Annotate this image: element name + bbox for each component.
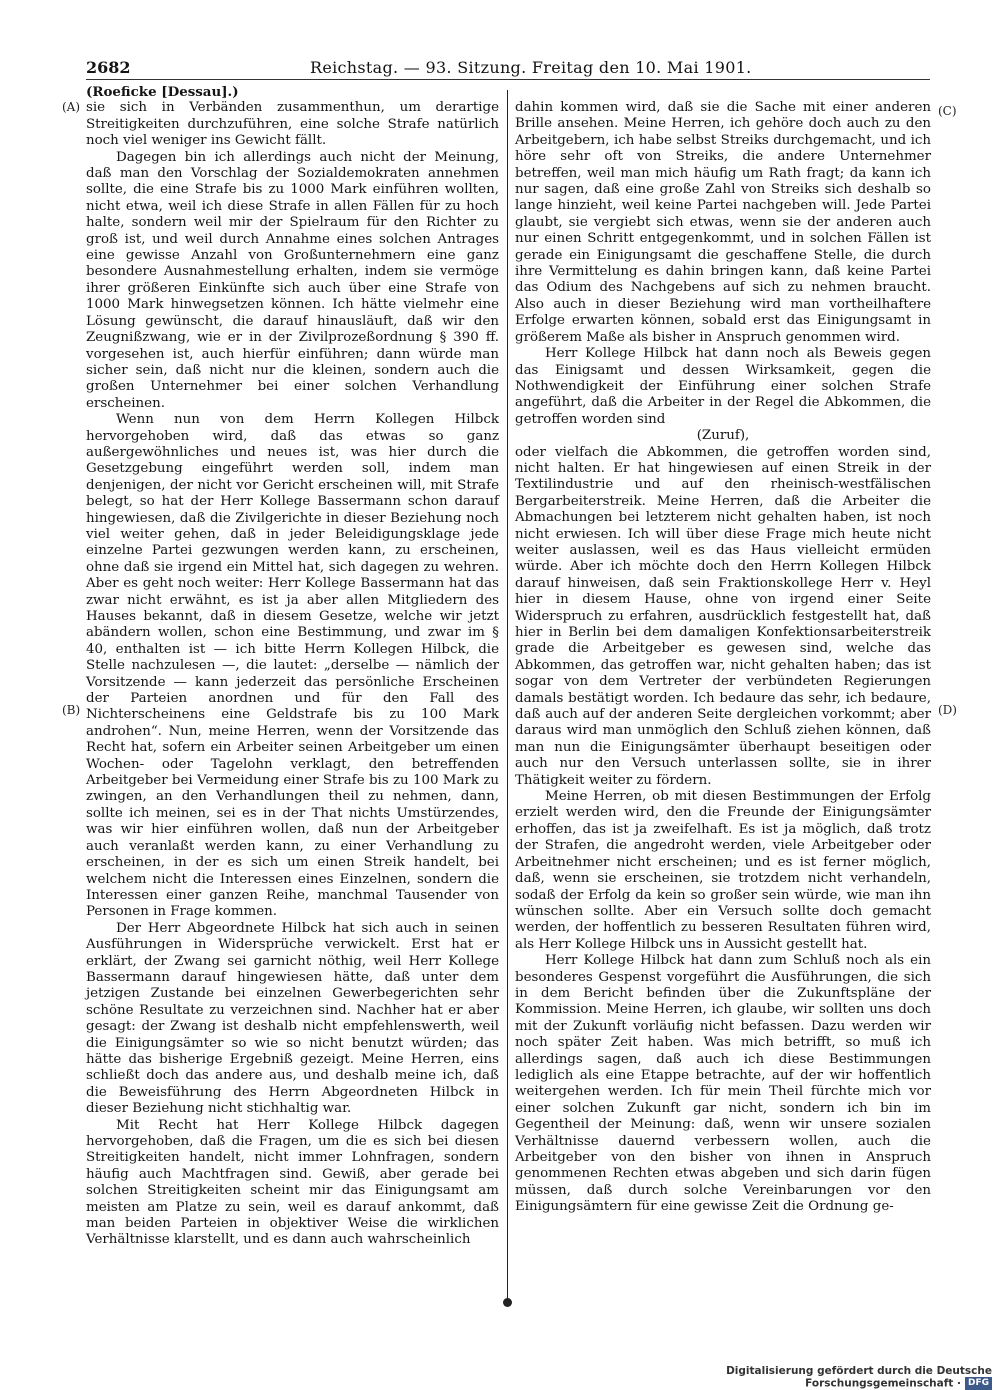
margin-mark-b: (B)	[62, 703, 81, 717]
speaker-attribution: (Roeficke [Dessau].)	[86, 84, 239, 100]
paragraph: Dagegen bin ich allerdings auch nicht der Meinung, daß man den Vorschlag der Sozialdemokraten annehmen sollte, die eine Strafe bis zu 1000 Mark einführen wollten, nicht etwa, weil ich diese Strafe in allen Fällen für zu hoch halte, sondern weil mir der Spielraum für den Richter zu groß ist, und weil durch Annahme eines solchen Antrages eine gewisse Anzahl von Großunternehmern eine ganz besondere Ausnahmestellung erhalten, indem sie vermöge ihrer größeren Einkünfte sich auch über eine Strafe von 1000 Mark hinwegsetzen können. Ich hätte vielmehr eine Lösung gewünscht, die darauf hinausläuft, daß wir den Zeugnißzwang, wie er in der Zivilprozeßordnung § 390 ff. vorgesehen ist, auch hierfür einführen; dann würde man sicher sein, daß nicht nur die kleinen, sondern auch die großen Unternehmer bei einer solchen Verhandlung erscheinen.	[86, 149, 499, 411]
header-rule	[86, 79, 930, 80]
dfg-logo: DFG	[965, 1377, 992, 1390]
paragraph: Mit Recht hat Herr Kollege Hilbck dagegen hervorgehoben, daß die Fragen, um die es sich bei diesen Streitigkeiten handelt, nicht immer Lohnfragen, sondern häufig auch Machtfragen sind. Gewiß, aber gerade bei solchen Streitigkeiten scheint mir das Einigungsamt am meisten am Platze zu sein, weil es darauf ankommt, daß man beiden Parteien in objektiver Weise die wirklichen Verhältnisse klarstellt, und es dann auch wahrscheinlich	[86, 1117, 499, 1248]
paragraph: Der Herr Abgeordnete Hilbck hat sich auch in seinen Ausführungen in Widersprüche verwickelt. Erst hat er erklärt, der Zwang sei garnicht nöthig, weil Herr Kollege Bassermann darauf hingewiesen hätte, daß unter dem jetzigen Zustande bei einzelnen Gewerbegerichten sehr schöne Resultate zu verzeichnen sind. Nachher hat er aber gesagt: der Zwang ist deshalb nicht empfehlenswerth, weil die Einigungsämter so wie so nicht benutzt würden; das hätte das bisherige Ergebniß gezeigt. Meine Herren, eins schließt doch das andere aus, und deshalb meine ich, daß die Beweisführung des Herrn Abgeordneten Hilbck in dieser Beziehung nicht stichhaltig war.	[86, 920, 499, 1117]
digitization-credit	[612, 1365, 992, 1390]
credit-text: Digitalisierung gefördert durch die Deutsche Forschungsgemeinschaft ·	[726, 1365, 992, 1390]
right-column	[515, 100, 931, 1216]
paragraph: Wenn nun von dem Herrn Kollegen Hilbck hervorgehoben wird, daß das etwas so ganz außergewöhnliches und neues ist, was hier durch die Gesetzgebung eingeführt werden soll, indem man denjenigen, der nicht vor Gericht erscheinen will, mit Strafe belegt, so hat der Herr Kollege Bassermann schon darauf hingewiesen, daß die Zivilgerichte in dieser Beziehung noch viel weiter gehen, daß in jeder Beleidigungsklage jede einzelne Partei gezwungen werden kann, zu erscheinen, ohne daß sie irgend ein Mittel hat, sich dagegen zu wehren. Aber es geht noch weiter: Herr Kollege Bassermann hat das zwar nicht erwähnt, es ist ja aber allen Mitgliedern des Hauses bekannt, daß in diesem Gesetze, welche wir jetzt abändern wollen, schon eine Bestimmung, und zwar im § 40, enthalten ist — ich bitte Herrn Kollegen Hilbck, die Stelle nachzulesen —, die lautet: „derselbe — nämlich der Vorsitzende — kann jederzeit das persönliche Erscheinen der Parteien anordnen und für den Fall des Nichterscheinens eine Geldstrafe bis zu 100 Mark androhen“. Nun, meine Herren, wenn der Vorsitzende das Recht hat, sofern ein Arbeiter seinen Arbeitgeber um einen Wochen- oder Tagelohn verklagt, den betreffenden Arbeitgeber bei Vermeidung einer Strafe bis zu 100 Mark zu zwingen, an den Verhandlungen theil zu nehmen, dann, sollte ich meinen, sei es in der That nichts Umstürzendes, was wir hier einführen wollen, daß nun der Arbeitgeber auch veranlaßt werden kann, zu einer Verhandlung zu erscheinen, in der es sich um einen Streik handelt, bei welchem nicht die Interessen eines Einzelnen, sondern die Interessen einer ganzen Reihe, manchmal Tausender von Personen in Frage kommen.	[86, 412, 499, 920]
page-number: 2682	[86, 58, 131, 77]
running-title: Reichstag. — 93. Sitzung. Freitag den 10. Mai 1901.	[310, 58, 752, 77]
paragraph: oder vielfach die Abkommen, die getroffen worden sind, nicht halten. Er hat hingewiesen auf einen Streik in der Textilindustrie und auf den rheinisch-westfälischen Bergarbeiterstreik. Meine Herren, daß die Arbeiter die Abmachungen bei letzterem nicht gehalten haben, ist noch nicht erwiesen. Ich will über diese Frage mich heute nicht weiter auslassen, weil es das Haus vielleicht ermüden würde. Aber ich möchte doch den Herrn Kollegen Hilbck darauf hinweisen, daß sein Fraktionskollege Herr v. Heyl hier in diesem Hause, ohne von irgend einer Seite Widerspruch zu erfahren, ausdrücklich festgestellt hat, daß hier in Berlin bei dem damaligen Konfektionsarbeiterstreik grade die Arbeitgeber es gewesen sind, welche das Abkommen, das getroffen war, nicht gehalten haben; das ist sogar von dem Vertreter der verbündeten Regierungen damals bestätigt worden. Ich bedaure das sehr, ich bedaure, daß auch auf der anderen Seite dergleichen vorkommt; aber daraus wird man unmöglich den Schluß ziehen können, daß man nun die Einigungsämter überhaupt beseitigen oder auch nur den Versuch unterlassen sollte, sie in ihrer Thätigkeit weiter zu fördern.	[515, 444, 931, 788]
paragraph: Herr Kollege Hilbck hat dann noch als Beweis gegen das Einigsamt und dessen Wirksamkeit, gegen die Nothwendigkeit der Einführung einer solchen Strafe angeführt, daß die Arbeiter in der Regel die Abkommen, die getroffen worden sind	[515, 346, 931, 427]
interjection: (Zuruf),	[696, 428, 750, 444]
column-divider-ornament	[503, 1298, 512, 1307]
paragraph: Herr Kollege Hilbck hat dann zum Schluß noch als ein besonderes Gespenst vorgeführt die Ausführungen, die sich in dem Bericht befinden über die Zukunftspläne der Kommission. Meine Herren, ich glaube, wir sollten uns doch mit der Zukunft vorläufig nicht befassen. Dazu werden wir noch später Zeit haben. Was mich betrifft, so muß ich allerdings sagen, daß auch ich diese Bestimmungen lediglich als eine Etappe betrachte, auf der wir hoffentlich weitergehen werden. Ich für mein Theil fürchte mich vor einer solchen Zukunft gar nicht, sondern ich bin im Gegentheil der Meinung: daß, wenn wir unsere sozialen Verhältnisse dauernd verbessern wollen, auch die Arbeitgeber von den bisher von ihnen in Anspruch genommenen Rechten etwas abgeben und sich darin fügen müssen, daß durch solche Vereinbarungen vor den Einigungsämtern für eine gewisse Zeit die Ordnung ge-	[515, 953, 931, 1215]
left-column	[86, 84, 499, 1249]
margin-mark-a: (A)	[62, 100, 81, 114]
paragraph: Meine Herren, ob mit diesen Bestimmungen der Erfolg erzielt werden wird, den die Freunde der Einigungsämter erhoffen, das ist ja zweifelhaft. Es ist ja möglich, daß trotz der Strafen, die angedroht werden, viele Arbeitgeber oder Arbeitnehmer nicht erscheinen; und es ist ferner möglich, daß, wenn sie erscheinen, sie trotzdem nicht verhandeln, sodaß der Erfolg da kein so großer sein würde, wie man ihn wünschen sollte. Aber ein Versuch sollte doch gemacht werden, der hoffentlich zu besseren Resultaten führen wird, als Herr Kollege Hilbck uns in Aussicht gestellt hat.	[515, 789, 931, 952]
paragraph: sie sich in Verbänden zusammenthun, um derartige Streitigkeiten durchzuführen, eine solche Strafe natürlich noch viel weniger ins Gewicht fällt.	[86, 100, 499, 149]
column-divider	[507, 90, 508, 1302]
margin-mark-d: (D)	[938, 703, 957, 717]
margin-mark-c: (C)	[938, 104, 957, 118]
paragraph: dahin kommen wird, daß sie die Sache mit einer anderen Brille ansehen. Meine Herren, ich gehöre doch auch zu den Arbeitgebern, ich habe selbst Streiks durchgemacht, und ich höre sehr oft von Streiks, die andere Unternehmer betreffen, weil man mich häufig um Rath fragt; da kann ich nur sagen, daß eine große Zahl von Streiks sich deshalb so lange hinzieht, weil keine Partei nachgeben will. Jede Partei glaubt, sie vergiebt sich etwas, wenn sie der anderen auch nur einen Schritt entgegenkommt, und in solchen Fällen ist gerade ein Einigungsamt die geschaffene Stelle, die durch ihre Vermittelung es dahin bringen kann, daß keine Partei das Odium des Nachgebens auf sich zu nehmen braucht. Also auch in dieser Beziehung wird man vortheilhaftere Erfolge erwarten können, sobald erst das Einigungsamt in größerem Maße als bisher in Anspruch genommen wird.	[515, 100, 931, 345]
